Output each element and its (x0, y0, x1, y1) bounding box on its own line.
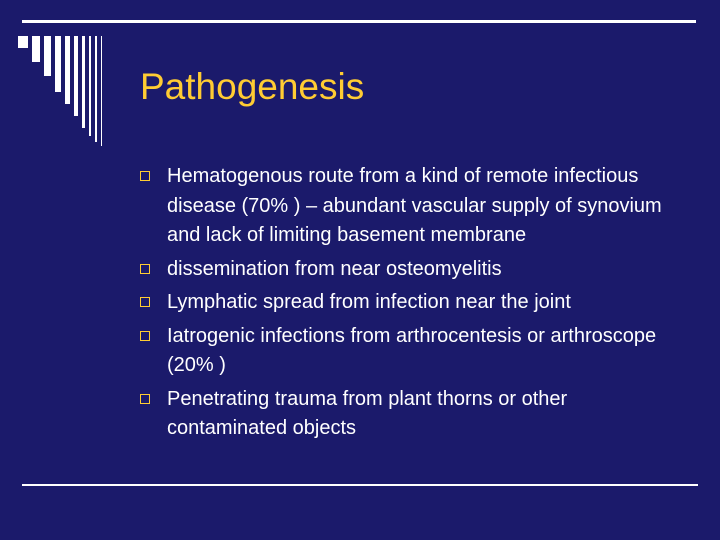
hollow-square-icon (140, 264, 150, 274)
stripe (55, 36, 61, 92)
bullet-item (140, 255, 680, 285)
bottom-divider (22, 484, 698, 486)
top-divider (22, 20, 696, 23)
stripe (18, 36, 28, 48)
bullet-list (140, 162, 680, 448)
bullet-item (140, 385, 680, 444)
hollow-square-icon (140, 394, 150, 404)
bullet-text: Iatrogenic infections from arthrocentesis or arthroscope (20% ) (167, 324, 657, 376)
hollow-square-icon (140, 297, 150, 307)
bullet-item (140, 322, 680, 381)
bullet-text: Lymphatic spread from infection near the joint (167, 291, 571, 313)
decorative-stripes (18, 36, 118, 146)
hollow-square-icon (140, 331, 150, 341)
bullet-text: Hematogenous route from a kind of remote infectious disease (70% ) – abundant vascular supply of synovium and lack of limiting basement membrane (167, 165, 662, 246)
bullet-text: dissemination from near osteomyelitis (167, 257, 502, 280)
stripe (74, 36, 78, 116)
hollow-square-icon (140, 171, 150, 181)
stripe (44, 36, 51, 76)
stripe (89, 36, 91, 136)
bullet-item (140, 288, 680, 318)
bullet-item (140, 162, 680, 251)
bullet-text: Penetrating trauma from plant thorns or other contaminated objects (167, 387, 568, 439)
stripe (65, 36, 70, 104)
stripe (32, 36, 40, 62)
stripe (101, 36, 102, 146)
stripe (82, 36, 85, 128)
slide-title: Pathogenesis (140, 66, 365, 107)
stripe (95, 36, 97, 142)
